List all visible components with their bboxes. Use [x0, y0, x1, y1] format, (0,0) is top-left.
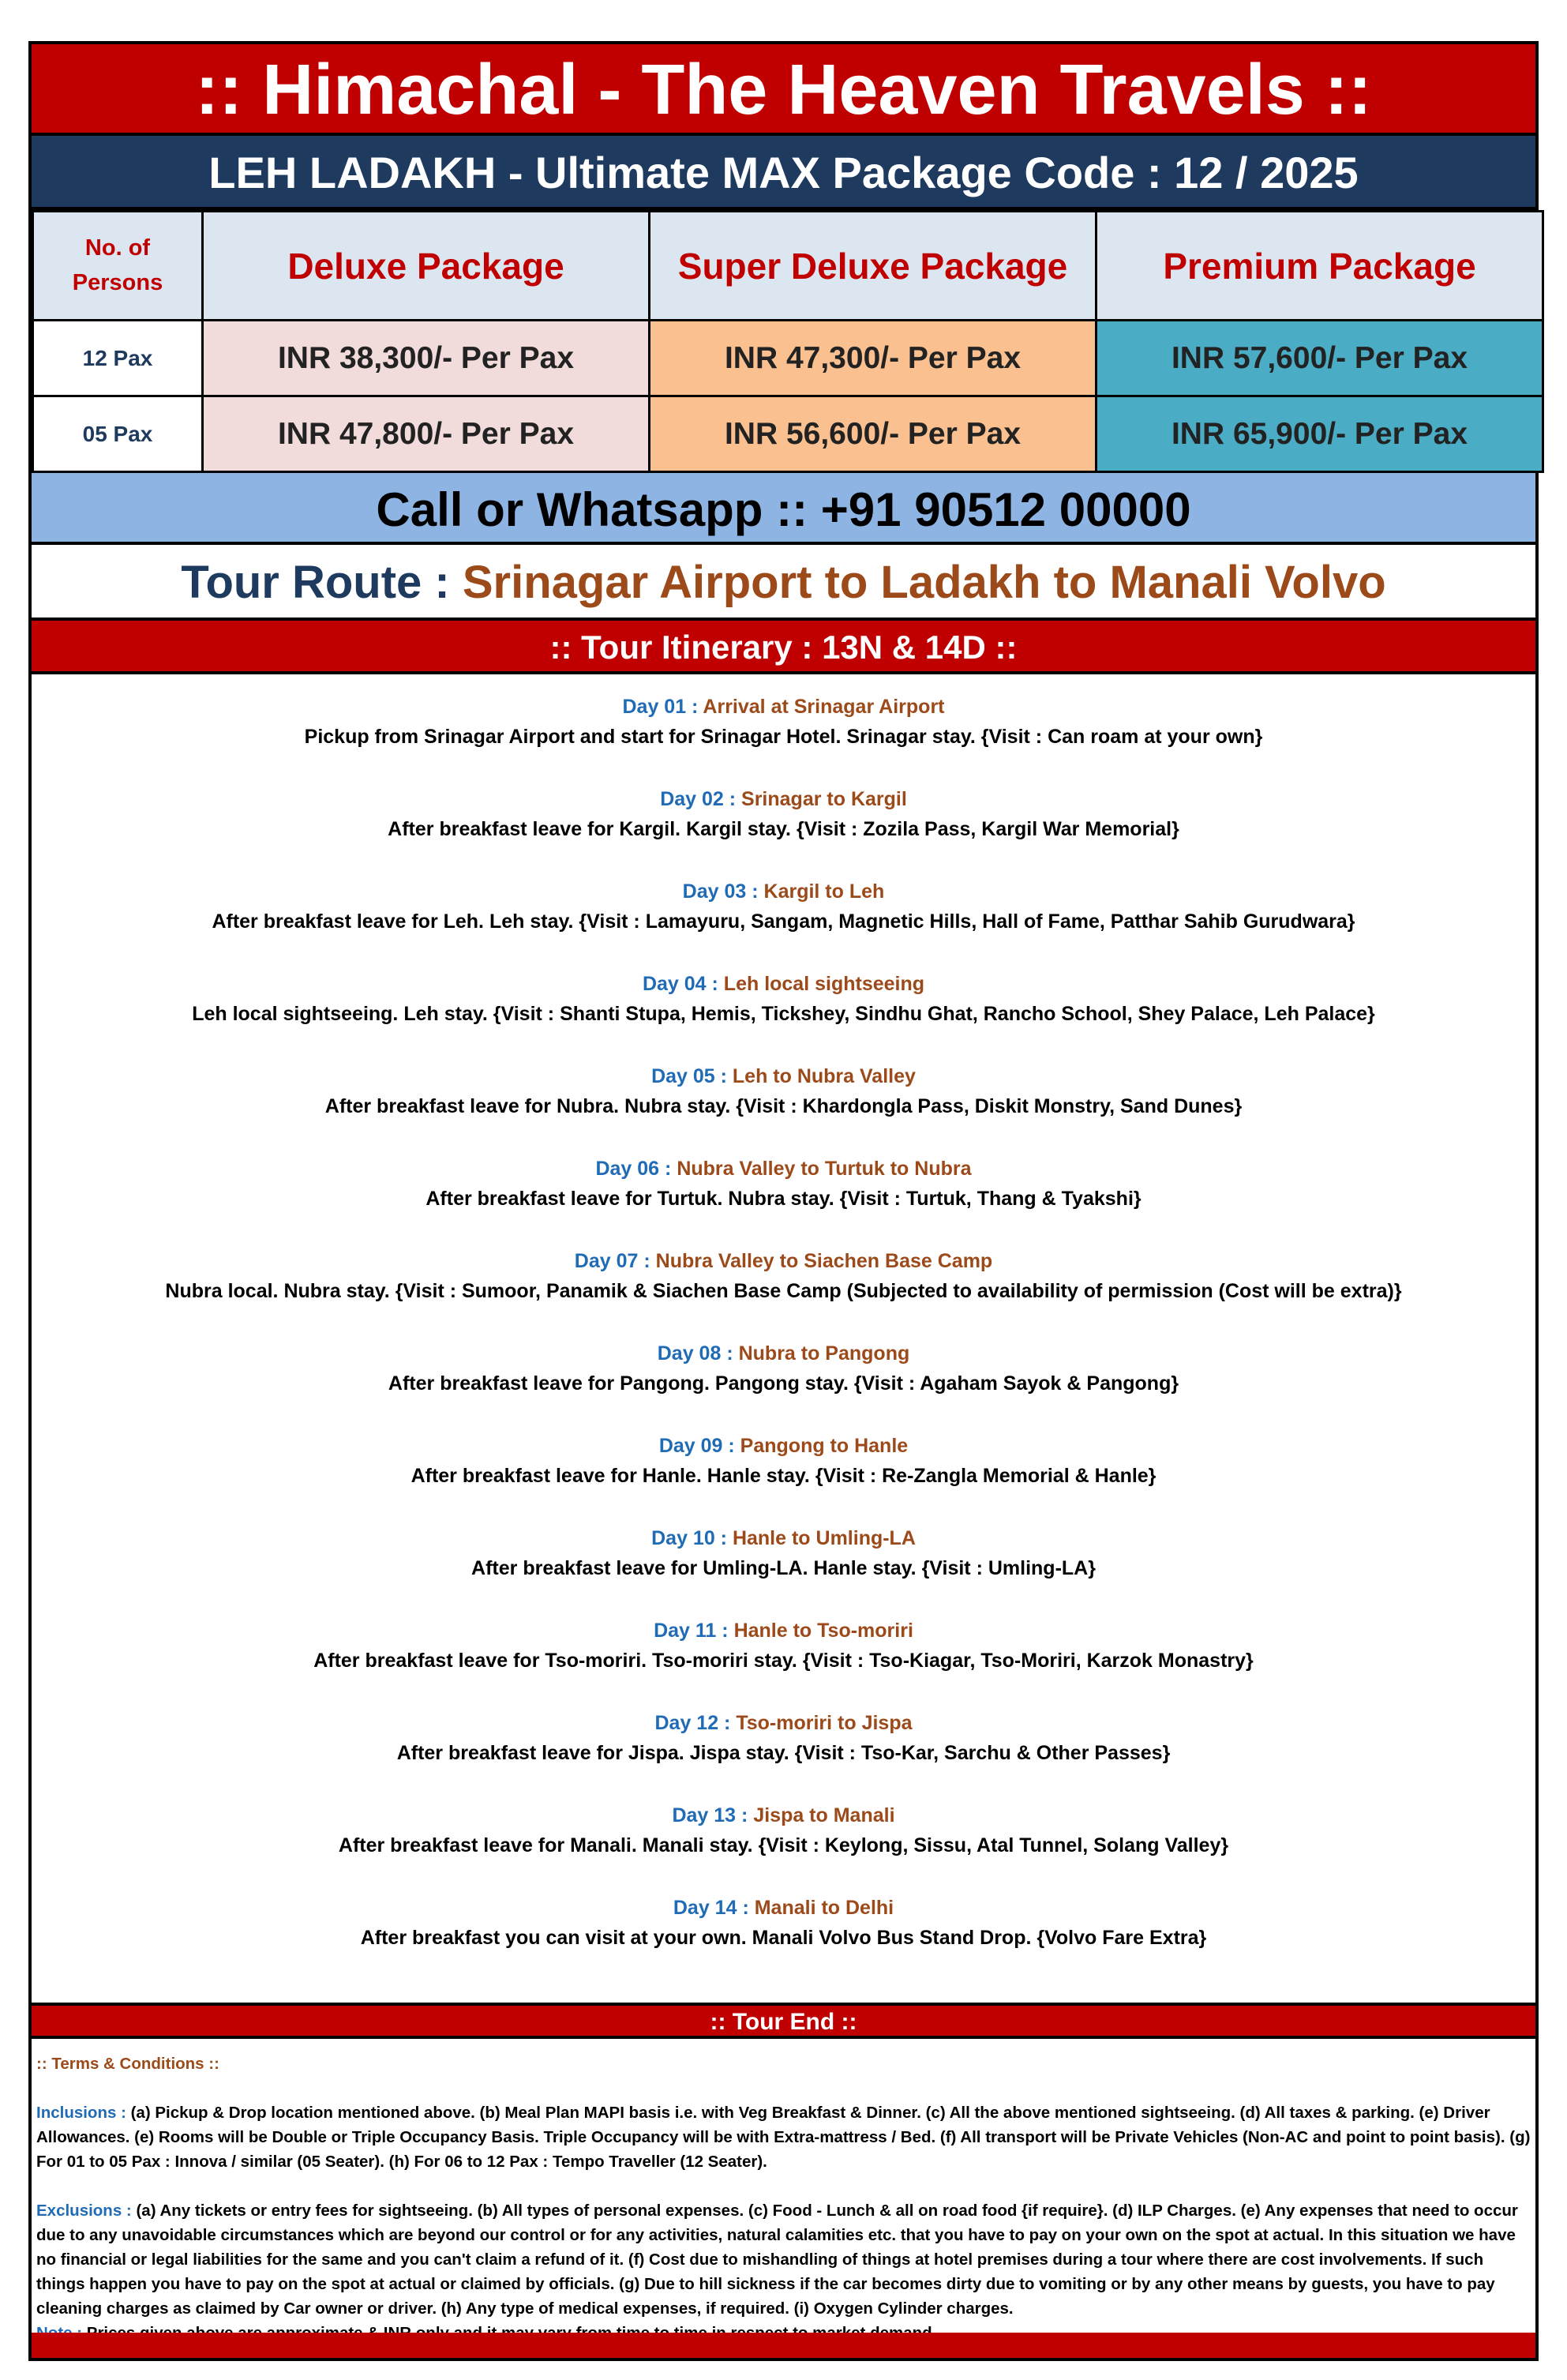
day-heading: Day 11 : Hanle to Tso-moriri: [654, 1620, 913, 1642]
price-premium: INR 57,600/- Per Pax: [1097, 321, 1543, 396]
day-description: After breakfast leave for Nubra. Nubra stay. {Visit : Khardongla Pass, Diskit Monstry, Sand Dunes}: [324, 1095, 1243, 1117]
day-title: Kargil to Leh: [763, 880, 885, 903]
day-heading: Day 04 : Leh local sightseeing: [642, 973, 925, 995]
day-title: Pangong to Hanle: [740, 1435, 909, 1457]
tour-route-value: Srinagar Airport to Ladakh to Manali Volvo: [462, 557, 1386, 608]
inclusions-label: Inclusions :: [36, 2104, 131, 2122]
itinerary-day: [32, 1616, 1535, 1676]
itinerary-day: [32, 1800, 1535, 1860]
bottom-bar: [32, 2333, 1535, 2358]
package-subtitle: LEH LADAKH - Ultimate MAX Package Code : 12 / 2025: [32, 136, 1535, 210]
day-number: Day 04: [642, 973, 707, 995]
package-header-premium: Premium Package: [1097, 212, 1543, 321]
tour-end-banner: :: Tour End ::: [32, 2006, 1535, 2039]
day-description: After breakfast leave for Hanle. Hanle stay. {Visit : Re-Zangla Memorial & Hanle}: [410, 1465, 1157, 1487]
day-title: Nubra to Pangong: [738, 1342, 910, 1365]
terms-conditions: [32, 2039, 1535, 2356]
day-title: Arrival at Srinagar Airport: [703, 696, 945, 718]
price-super-deluxe: INR 56,600/- Per Pax: [650, 396, 1097, 472]
day-number: Day 03: [682, 880, 747, 903]
itinerary-title: :: Tour Itinerary : 13N & 14D ::: [32, 621, 1535, 674]
price-deluxe: INR 38,300/- Per Pax: [203, 321, 650, 396]
day-number: Day 07: [574, 1250, 639, 1272]
day-title: Tso-moriri to Jispa: [736, 1712, 913, 1734]
price-table-header: [33, 212, 1543, 321]
price-premium: INR 65,900/- Per Pax: [1097, 396, 1543, 472]
itinerary-day: [32, 1154, 1535, 1214]
day-heading: Day 06 : Nubra Valley to Turtuk to Nubra: [595, 1158, 972, 1180]
package-sheet: [28, 41, 1539, 2361]
day-heading: Day 08 : Nubra to Pangong: [657, 1342, 910, 1365]
tour-route-label: Tour Route :: [181, 557, 463, 608]
pax-label: 05 Pax: [33, 396, 203, 472]
day-description: After breakfast leave for Manali. Manali stay. {Visit : Keylong, Sissu, Atal Tunnel, Solang Valley}: [338, 1834, 1229, 1856]
persons-header-line2: Persons: [72, 269, 163, 295]
day-heading: Day 13 : Jispa to Manali: [672, 1804, 895, 1826]
day-number: Day 02: [660, 788, 724, 810]
day-title: Leh to Nubra Valley: [732, 1065, 916, 1087]
exclusions-label: Exclusions :: [36, 2202, 137, 2220]
day-number: Day 10: [651, 1527, 715, 1549]
day-description: After breakfast leave for Tso-moriri. Tso-moriri stay. {Visit : Tso-Kiagar, Tso-Moriri, Karzok Monastry}: [313, 1650, 1254, 1672]
day-number: Day 01: [622, 696, 687, 718]
price-super-deluxe: INR 47,300/- Per Pax: [650, 321, 1097, 396]
persons-header: [33, 212, 203, 321]
day-description: After breakfast leave for Leh. Leh stay. {Visit : Lamayuru, Sangam, Magnetic Hills, Hall of Fame, Patthar Sahib Gurudwara}: [212, 910, 1355, 933]
day-heading: Day 01 : Arrival at Srinagar Airport: [622, 696, 945, 718]
itinerary-list: [32, 674, 1535, 2006]
itinerary-day: [32, 784, 1535, 844]
day-description: After breakfast leave for Pangong. Pangong stay. {Visit : Agaham Sayok & Pangong}: [388, 1372, 1179, 1395]
company-title: :: Himachal - The Heaven Travels ::: [32, 44, 1535, 136]
tour-route: [32, 545, 1535, 621]
day-number: Day 05: [651, 1065, 715, 1087]
itinerary-day: [32, 1708, 1535, 1768]
day-description: After breakfast you can visit at your own. Manali Volvo Bus Stand Drop. {Volvo Fare Extra}: [360, 1927, 1207, 1949]
day-title: Hanle to Umling-LA: [732, 1527, 916, 1549]
package-header-deluxe: Deluxe Package: [203, 212, 650, 321]
day-heading: Day 14 : Manali to Delhi: [673, 1897, 894, 1919]
day-heading: Day 10 : Hanle to Umling-LA: [651, 1527, 916, 1549]
itinerary-day: [32, 1246, 1535, 1306]
day-number: Day 14: [673, 1897, 737, 1919]
itinerary-day: [32, 969, 1535, 1029]
exclusions-text: (a) Any tickets or entry fees for sightseeing. (b) All types of personal expenses. (c) Food - Lunch & all on road food {if require}. (d) ILP Charges. (e) Any expenses that need to occur due to any unavoidable circumstances which are beyond our control or for any activities, natural calamities etc. that you have to pay on your own on the spot at actual. In this situation we have no financial or legal liabilities for the same and you can't claim a refund of it. (f) Cost due to mishandling of things at hotel premises during a tour where there are cost involvements. If such things happen you have to pay on the spot at actual or claimed by officials. (g) Due to hill sickness if the car becomes dirty due to vomiting or by any other means by guests, you have to pay cleaning charges as claimed by Car owner or driver. (h) Any type of medical expenses, if required. (i) Oxygen Cylinder charges.: [36, 2202, 1518, 2318]
day-title: Leh local sightseeing: [723, 973, 925, 995]
day-title: Manali to Delhi: [754, 1897, 894, 1919]
day-title: Srinagar to Kargil: [741, 788, 907, 810]
day-heading: Day 07 : Nubra Valley to Siachen Base Camp: [574, 1250, 993, 1272]
day-heading: Day 12 : Tso-moriri to Jispa: [654, 1712, 913, 1734]
day-description: Nubra local. Nubra stay. {Visit : Sumoor, Panamik & Siachen Base Camp (Subjected to availability of permission (Cost will be extra)}: [165, 1280, 1402, 1302]
day-title: Nubra Valley to Siachen Base Camp: [655, 1250, 993, 1272]
day-number: Day 06: [595, 1158, 660, 1180]
package-header-super-deluxe: Super Deluxe Package: [650, 212, 1097, 321]
price-row: [33, 396, 1543, 472]
day-heading: Day 03 : Kargil to Leh: [682, 880, 885, 903]
pax-label: 12 Pax: [33, 321, 203, 396]
day-description: After breakfast leave for Umling-LA. Hanle stay. {Visit : Umling-LA}: [471, 1557, 1096, 1579]
itinerary-day: [32, 1431, 1535, 1491]
day-heading: Day 05 : Leh to Nubra Valley: [651, 1065, 916, 1087]
itinerary-day: [32, 692, 1535, 752]
day-description: Leh local sightseeing. Leh stay. {Visit : Shanti Stupa, Hemis, Tickshey, Sindhu Ghat, Rancho School, Shey Palace, Leh Palace}: [192, 1003, 1375, 1025]
day-heading: Day 02 : Srinagar to Kargil: [660, 788, 907, 810]
itinerary-day: [32, 877, 1535, 937]
day-description: After breakfast leave for Turtuk. Nubra stay. {Visit : Turtuk, Thang & Tyakshi}: [425, 1188, 1142, 1210]
price-table: [32, 210, 1544, 473]
itinerary-day: [32, 1893, 1535, 1953]
day-number: Day 08: [657, 1342, 722, 1365]
day-title: Hanle to Tso-moriri: [733, 1620, 913, 1642]
inclusions-text: (a) Pickup & Drop location mentioned above. (b) Meal Plan MAPI basis i.e. with Veg Breakfast & Dinner. (c) All the above mentioned sightseeing. (d) All taxes & parking. (e) Driver Allowances. (e) Rooms will be Double or Triple Occupancy Basis. Triple Occupancy will be with Extra-mattress / Bed. (f) All transport will be Private Vehicles (Non-AC and point to point basis). (g) For 01 to 05 Pax : Innova / similar (05 Seater). (h) For 06 to 12 Pax : Tempo Traveller (12 Seater).: [36, 2104, 1531, 2171]
price-row: [33, 321, 1543, 396]
day-heading: Day 09 : Pangong to Hanle: [658, 1435, 909, 1457]
terms-heading: :: Terms & Conditions ::: [36, 2055, 219, 2073]
price-deluxe: INR 47,800/- Per Pax: [203, 396, 650, 472]
itinerary-day: [32, 1523, 1535, 1583]
day-description: Pickup from Srinagar Airport and start for Srinagar Hotel. Srinagar stay. {Visit : Can roam at your own}: [304, 726, 1263, 748]
day-number: Day 12: [654, 1712, 719, 1734]
itinerary-day: [32, 1061, 1535, 1121]
day-description: After breakfast leave for Jispa. Jispa stay. {Visit : Tso-Kar, Sarchu & Other Passes}: [396, 1742, 1171, 1764]
contact-banner[interactable]: Call or Whatsapp :: +91 90512 00000: [32, 471, 1535, 545]
day-number: Day 09: [658, 1435, 723, 1457]
day-title: Jispa to Manali: [753, 1804, 895, 1826]
day-number: Day 13: [672, 1804, 737, 1826]
itinerary-day: [32, 1338, 1535, 1398]
day-description: After breakfast leave for Kargil. Kargil stay. {Visit : Zozila Pass, Kargil War Memorial}: [388, 818, 1179, 840]
persons-header-line1: No. of: [84, 235, 151, 261]
day-number: Day 11: [654, 1620, 717, 1642]
day-title: Nubra Valley to Turtuk to Nubra: [677, 1158, 972, 1180]
